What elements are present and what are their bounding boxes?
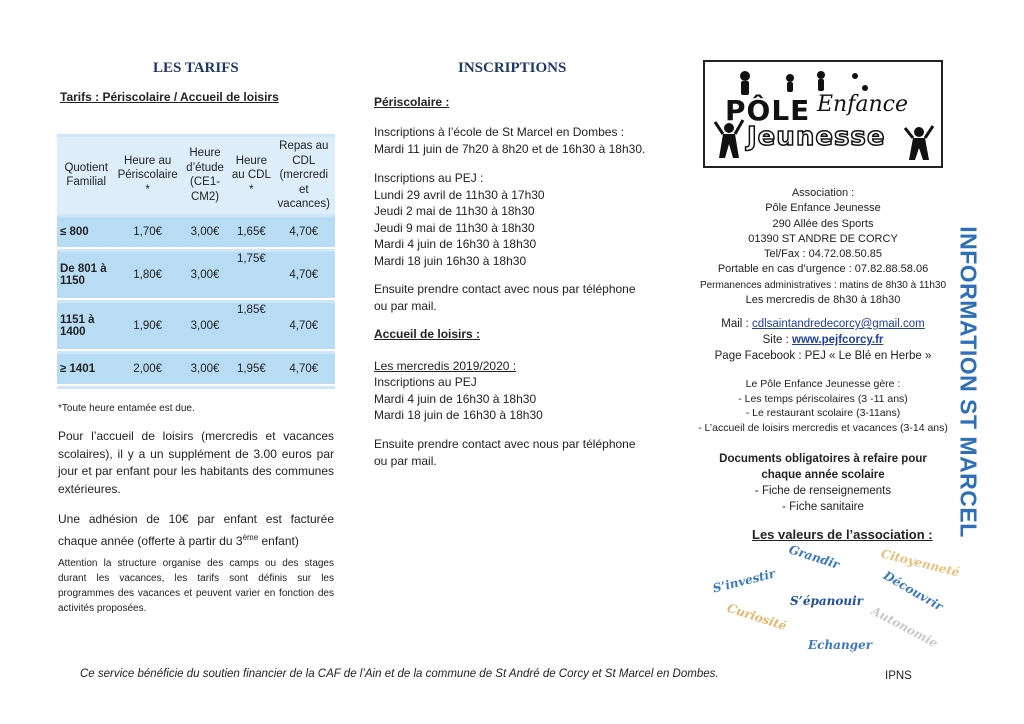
mercredis-inscriptions <box>374 374 543 424</box>
vertical-title <box>944 212 992 552</box>
table-cell: ≤ 800 <box>57 217 115 249</box>
text-line: Le Pôle Enfance Jeunesse gère : <box>745 378 901 390</box>
text-line: ou par mail. <box>374 453 437 468</box>
text-line: Inscriptions au PEJ <box>374 375 477 389</box>
table-cell: 3,00€ <box>180 217 230 249</box>
text-line: 01390 ST ANDRE DE CORCY <box>748 232 898 245</box>
footer-ipns: IPNS <box>885 670 912 682</box>
adhesion-text-end: enfant) <box>258 533 299 548</box>
tarifs-table <box>57 134 335 389</box>
table-cell: 1,80€ <box>115 252 179 300</box>
table-cell: De 801 à 1150 <box>57 252 115 300</box>
doc-item: - Fiche de renseignements <box>754 485 892 497</box>
table-cell: 3,00€ <box>180 252 230 300</box>
table-cell: 1,90€ <box>115 303 179 351</box>
table-cell: 3,00€ <box>180 303 230 351</box>
pej-inscriptions <box>374 170 545 269</box>
table-row <box>57 303 335 351</box>
periscolaire-heading: Périscolaire : <box>374 95 450 109</box>
table-cell: 4,70€ <box>273 354 335 386</box>
site-line <box>692 332 954 348</box>
text-line: Mardi 4 juin de 16h30 à 18h30 <box>374 391 537 406</box>
adhesion-paragraph <box>58 511 334 550</box>
text-line: Pôle Enfance Jeunesse <box>765 202 881 215</box>
table-cell: 1,65€ <box>230 217 272 249</box>
vertical-title-text: INFORMATION ST MARCEL <box>955 226 982 538</box>
table-header: Quotient Familial <box>57 137 115 214</box>
tarifs-title: LES TARIFS <box>153 60 239 76</box>
table-header-row <box>57 137 335 214</box>
text-line: Association : <box>791 187 855 199</box>
contact-links <box>692 316 954 364</box>
text-line: Inscriptions à l’école de St Marcel en Dombes : <box>374 125 625 139</box>
loisirs-heading: Accueil de loisirs : <box>374 327 481 341</box>
pole-logo <box>703 60 943 168</box>
adhesion-sup: ème <box>242 532 259 542</box>
mail-link[interactable]: cdlsaintandredecorcy@gmail.com <box>751 318 925 330</box>
table-cell: 1,70€ <box>115 217 179 249</box>
text-line: Jeudi 2 mai de 11h30 à 18h30 <box>374 204 535 218</box>
table-row <box>57 354 335 386</box>
table-cell: 1,85€ <box>230 303 272 351</box>
value-word: Autonomie <box>868 603 941 651</box>
camps-note: Attention la structure organise des camps ou des stages durant les vacances, les tarifs sont définis sur les programmes des vacances et peuvent varier en fonction des activités proposées. <box>58 558 334 614</box>
logo-enfance: Enfance <box>817 92 908 117</box>
value-word: Citoyenneté <box>879 546 962 580</box>
table-cell: 1,95€ <box>230 354 272 386</box>
contact-note-1 <box>374 281 636 314</box>
tarifs-subtitle: Tarifs : Périscolaire / Accueil de loisirs <box>60 90 279 104</box>
table-cell: 1151 à 1400 <box>57 303 115 351</box>
text-line: Ensuite prendre contact avec nous par téléphone <box>374 282 636 296</box>
text-line: Mardi 11 juin de 7h20 à 8h20 et de 16h30 à 18h30. <box>374 141 646 156</box>
table-row <box>57 252 335 300</box>
table-header: Heure au Périscolaire * <box>115 137 179 214</box>
table-header: Repas au CDL (mercredi et vacances) <box>273 137 335 214</box>
value-word: Découvrir <box>880 568 946 614</box>
value-word: S’investir <box>711 566 777 596</box>
text-line: - Le restaurant scolaire (3-11ans) <box>745 407 901 419</box>
facebook-line: Page Facebook : PEJ « Le Blé en Herbe » <box>714 350 932 362</box>
table-cell: ≥ 1401 <box>57 354 115 386</box>
text-line: 290 Allée des Sports <box>772 217 874 230</box>
site-label: Site : <box>762 334 792 346</box>
table-cell: 4,70€ <box>273 217 335 249</box>
text-line: Portable en cas d’urgence : 07.82.88.58.06 <box>717 263 929 276</box>
value-word: S’épanouir <box>790 594 863 608</box>
doc-item: - Fiche sanitaire <box>782 501 864 513</box>
table-cell: 4,70€ <box>273 303 335 351</box>
text-line: Mardi 18 juin 16h30 à 18h30 <box>374 253 527 268</box>
logo-jeunesse: Jeunesse <box>747 122 886 152</box>
table-footnote: *Toute heure entamée est due. <box>58 403 195 414</box>
site-link[interactable]: www.pejfcorcy.fr <box>792 334 884 346</box>
text-line: Mardi 18 juin de 16h30 à 18h30 <box>374 408 543 422</box>
text-line: - Les temps périscolaires (3 -11 ans) <box>738 392 908 405</box>
value-word: Grandir <box>787 542 842 572</box>
text-line: Les mercredis de 8h30 à 18h30 <box>745 294 901 307</box>
text-line: Tel/Fax : 04.72.08.50.85 <box>763 248 883 261</box>
text-line: - L’accueil de loisirs mercredis et vacances (3-14 ans) <box>698 421 948 434</box>
contact-note-2 <box>374 436 636 469</box>
table-header: Heure d’étude (CE1-CM2) <box>180 137 230 214</box>
docs-title: Documents obligatoires à refaire pour <box>719 453 927 465</box>
mail-label: Mail : <box>721 318 752 330</box>
text-line: Inscriptions au PEJ : <box>374 171 484 185</box>
mercredis-heading: Les mercredis 2019/2020 : <box>374 359 517 373</box>
table-cell: 2,00€ <box>115 354 179 386</box>
table-row <box>57 217 335 249</box>
mail-line <box>692 316 954 332</box>
table-cell: 1,75€ <box>230 252 272 300</box>
inscriptions-title: INSCRIPTIONS <box>458 60 567 76</box>
text-line: Lundi 29 avril de 11h30 à 17h30 <box>374 187 545 202</box>
required-documents <box>692 451 954 515</box>
adhesion-text: Une adhésion de 10€ par enfant est facturée chaque année (offerte à partir du 3 <box>58 512 334 548</box>
table-cell: 3,00€ <box>180 354 230 386</box>
text-line: ou par mail. <box>374 298 437 313</box>
table-header: Heure au CDL * <box>230 137 272 214</box>
values-title: Les valeurs de l’association : <box>752 527 933 542</box>
pej-manages <box>692 377 954 435</box>
value-word: Curiosité <box>725 600 789 634</box>
supplement-paragraph: Pour l’accueil de loisirs (mercredis et vacances scolaires), il y a un supplément de 3.00 euros par jour et par enfant pour les habitants des communes extérieures. <box>58 429 334 496</box>
table-cell: 4,70€ <box>273 252 335 300</box>
text-line: Ensuite prendre contact avec nous par téléphone <box>374 437 636 451</box>
footer-funding: Ce service bénéficie du soutien financier de la CAF de l’Ain et de la commune de St André de Corcy et St Marcel en Dombes. <box>80 668 719 680</box>
logo-pole: PÔLE <box>725 94 811 127</box>
value-word: Echanger <box>808 638 873 652</box>
association-address <box>692 186 954 308</box>
text-line: Permanences administratives : matins de 8h30 à 11h30 <box>699 279 947 291</box>
docs-title: chaque année scolaire <box>761 469 885 481</box>
text-line: Mardi 4 juin de 16h30 à 18h30 <box>374 237 537 251</box>
text-line: Jeudi 9 mai de 11h30 à 18h30 <box>374 220 535 235</box>
ecole-inscriptions <box>374 124 645 157</box>
